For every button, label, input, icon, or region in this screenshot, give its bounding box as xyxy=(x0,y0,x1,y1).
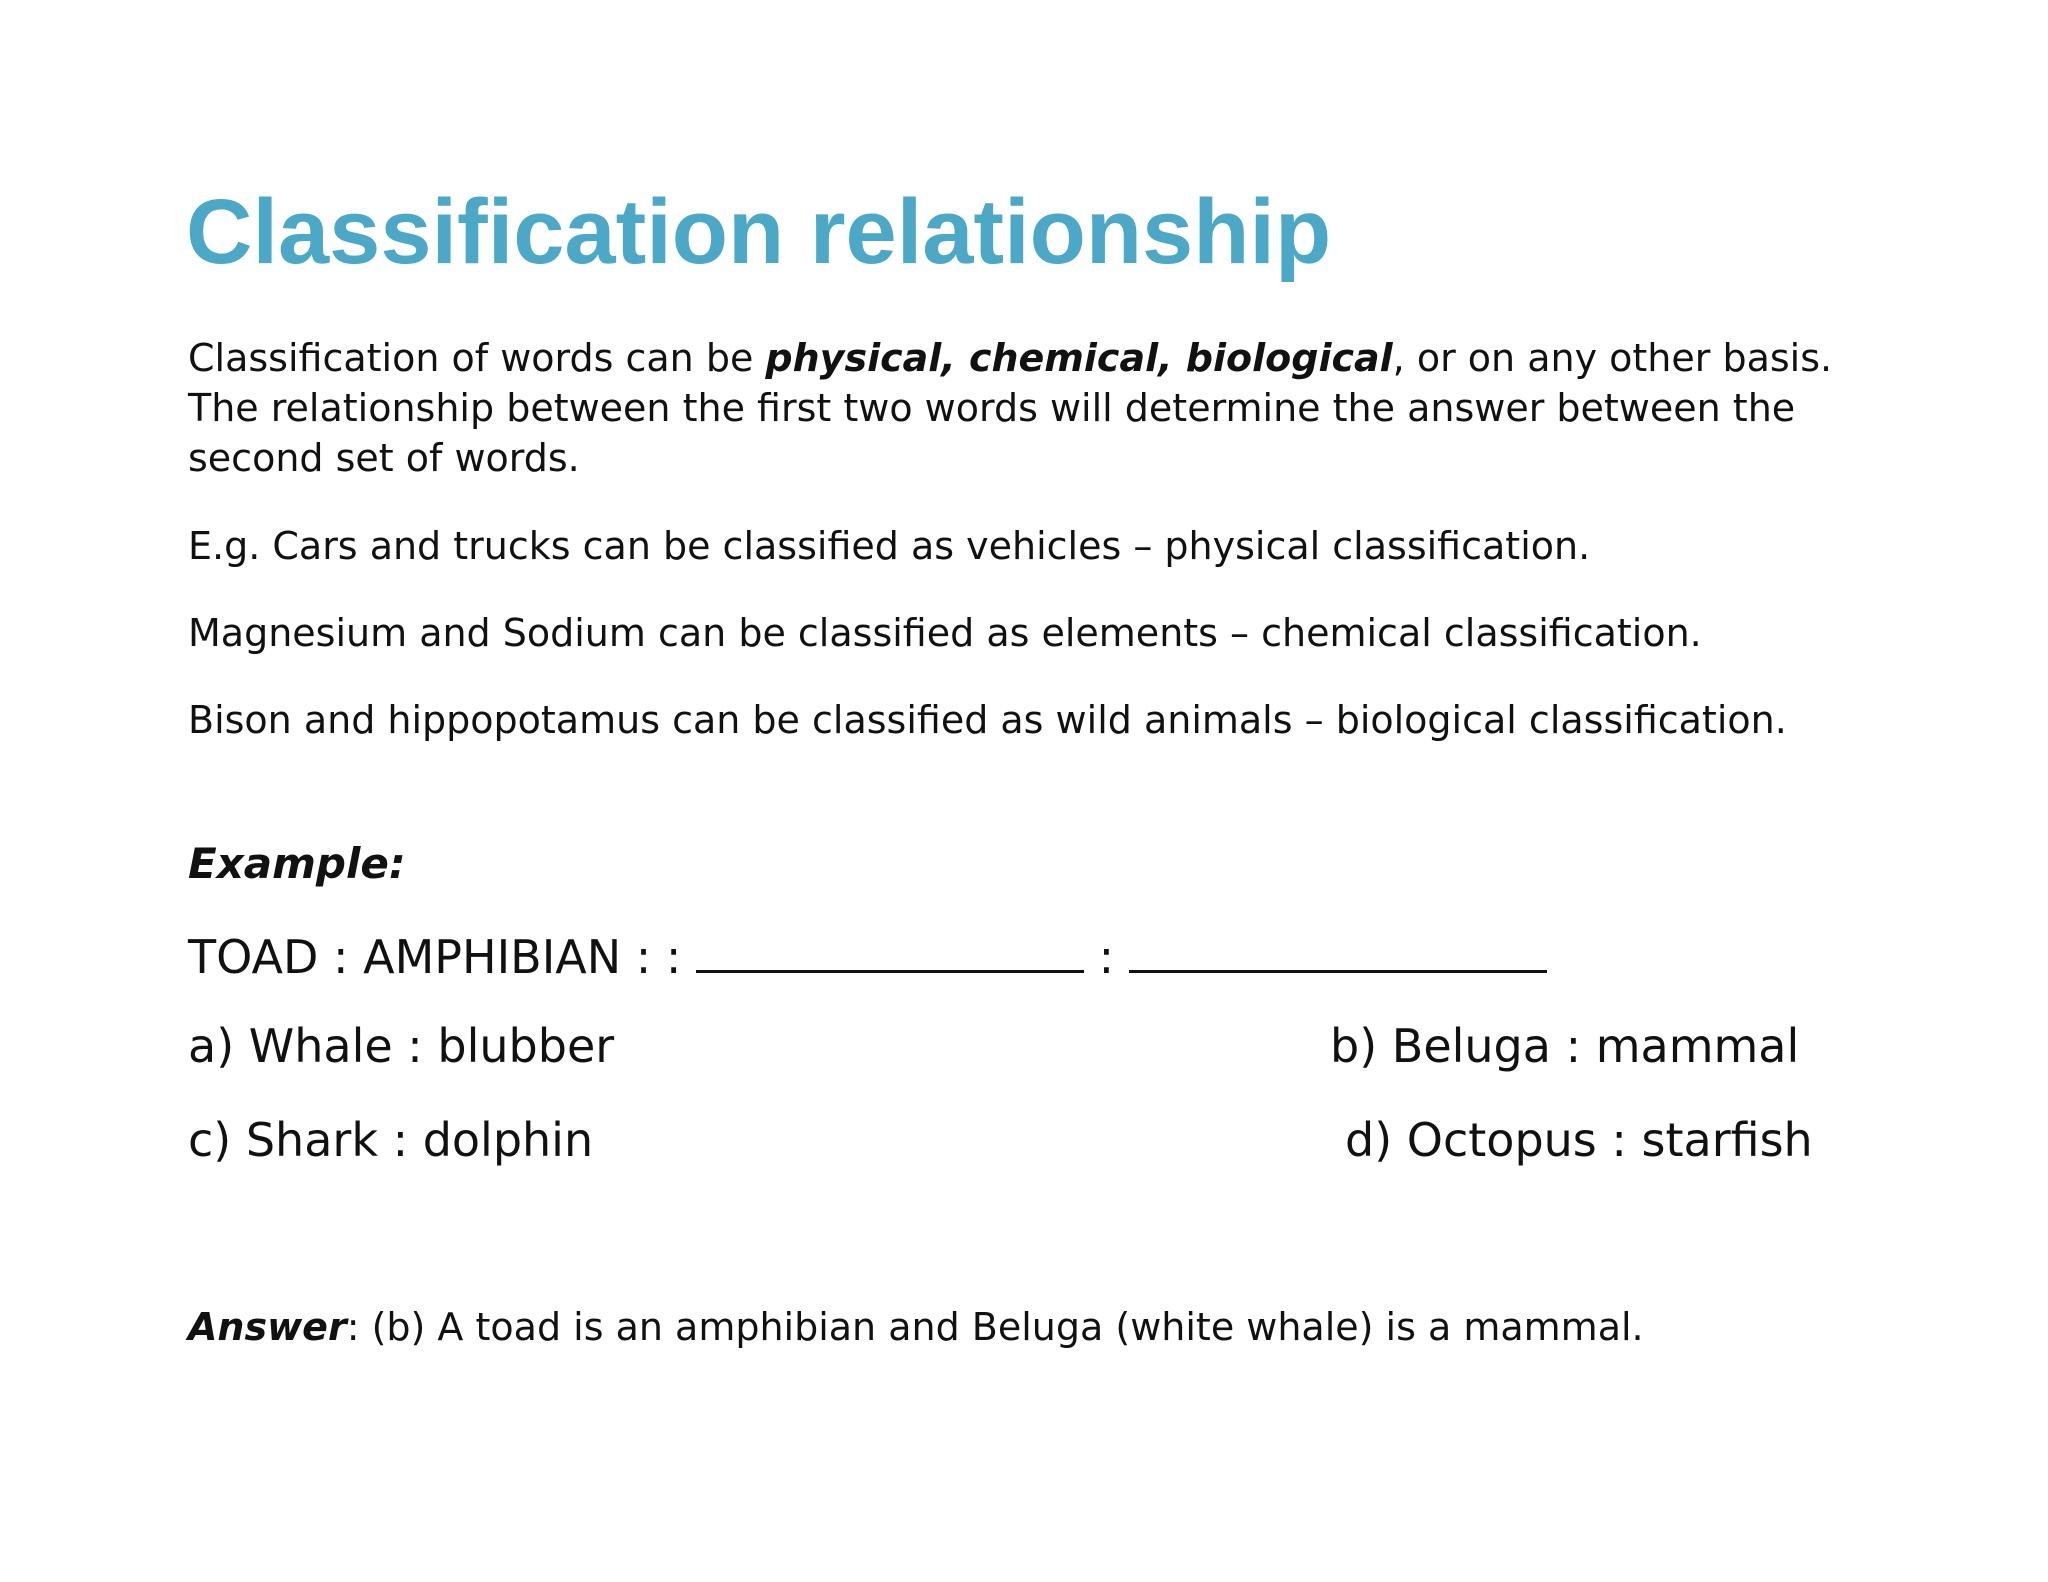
answer-blank-2 xyxy=(1129,924,1547,973)
answer-blank-1 xyxy=(696,924,1084,973)
answer-line xyxy=(188,1302,1644,1352)
answer-text: : (b) A toad is an amphibian and Beluga (white whale) is a mammal. xyxy=(346,1305,1644,1349)
example-label: Example: xyxy=(188,839,406,888)
intro-text-before: Classification of words can be xyxy=(188,336,766,380)
option-b: b) Beluga : mammal xyxy=(1330,1019,1800,1073)
answer-label: Answer xyxy=(188,1305,347,1349)
example-physical: E.g. Cars and trucks can be classified as vehicles – physical classification. xyxy=(188,524,1591,568)
intro-paragraph xyxy=(188,333,1888,483)
example-biological: Bison and hippopotamus can be classified as wild animals – biological classification. xyxy=(188,698,1787,742)
option-d: d) Octopus : starfish xyxy=(1345,1113,1813,1167)
option-c: c) Shark : dolphin xyxy=(188,1113,594,1167)
intro-text-after: , or on any other basis. The relationship between the first two words will determine the answer between the second set of words. xyxy=(188,336,1833,480)
question-prefix: TOAD : AMPHIBIAN : : xyxy=(188,930,697,984)
option-a: a) Whale : blubber xyxy=(188,1019,615,1073)
intro-emphasis: physical, chemical, biological xyxy=(765,336,1393,380)
page-title: Classification relationship xyxy=(186,181,1332,283)
analogy-question xyxy=(188,924,1547,987)
example-chemical: Magnesium and Sodium can be classified as elements – chemical classification. xyxy=(188,611,1702,655)
question-separator: : xyxy=(1084,930,1129,984)
